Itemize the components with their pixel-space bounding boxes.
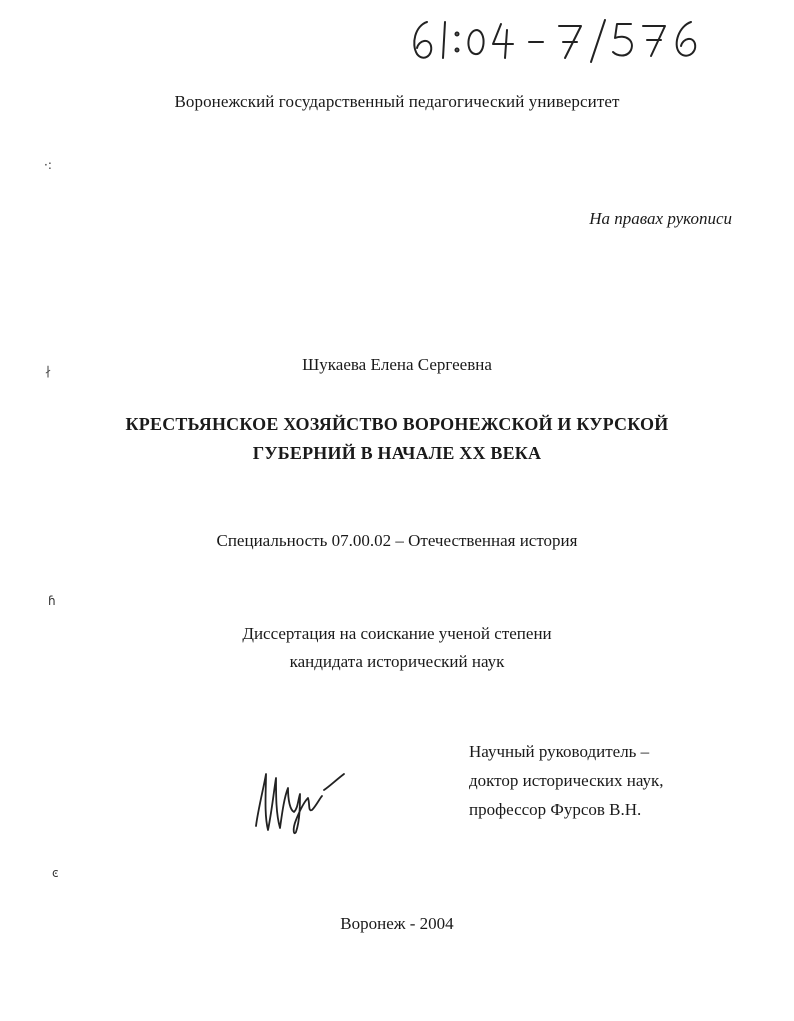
advisor-line-3: профессор Фурсов В.Н. [469, 800, 642, 819]
scan-artifact: ͼ [52, 866, 59, 880]
signature-drawing [248, 760, 348, 840]
advisor-line-1: Научный руководитель – [469, 742, 650, 761]
rights-note: На правах рукописи [589, 209, 732, 228]
scientific-advisor [469, 737, 664, 824]
author-name: Шукаева Елена Сергеевна [302, 355, 492, 374]
archive-number-handwritten [405, 8, 705, 68]
degree-statement [0, 620, 794, 676]
scan-artifact: ·: [44, 158, 52, 172]
signature [248, 760, 348, 840]
scan-artifact: ∤ [45, 364, 51, 378]
advisor-line-2: доктор исторических наук, [469, 771, 664, 790]
specialty: Специальность 07.00.02 – Отечественная история [216, 531, 578, 550]
archive-number-drawing [405, 8, 705, 68]
city-year: Воронеж - 2004 [340, 914, 454, 933]
scan-artifact: ɦ [48, 594, 56, 608]
title-line-1: КРЕСТЬЯНСКОЕ ХОЗЯЙСТВО ВОРОНЕЖСКОЙ И КУРСКОЙ [125, 414, 669, 434]
degree-line-1: Диссертация на соискание ученой степени [242, 624, 552, 643]
university-name: Воронежский государственный педагогический университет [174, 92, 620, 111]
title-line-2: ГУБЕРНИЙ В НАЧАЛЕ XX ВЕКА [252, 443, 542, 463]
degree-line-2: кандидата исторический наук [289, 652, 505, 671]
dissertation-title [0, 410, 794, 468]
